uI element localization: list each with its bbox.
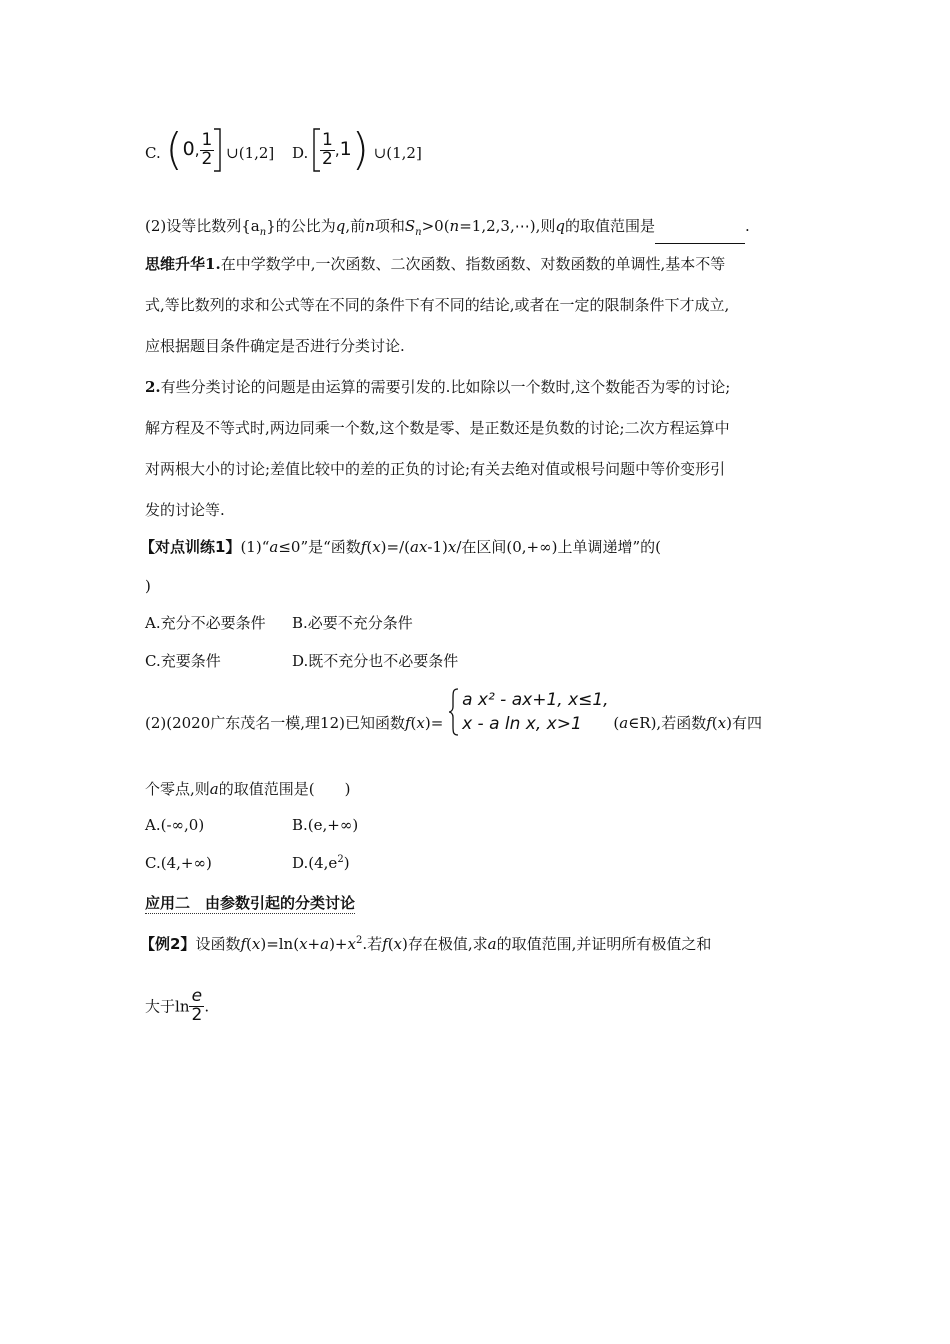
left-bracket: [313, 128, 320, 172]
left-brace: [448, 688, 460, 736]
piecewise-option-c[interactable]: C.(4,+∞): [145, 854, 212, 872]
piecewise-row-2: x - a ln x, x>1: [462, 714, 582, 734]
example-2-line2: 大于ln $\frac{e}{2}$ .: [145, 986, 210, 1025]
piecewise-row-1: a x² - ax+1, x≤1,: [462, 690, 609, 710]
question-2-piecewise-line2: 个零点,则a的取值范围是( ): [145, 780, 351, 798]
piecewise-option-b[interactable]: B.(e,+∞): [292, 816, 359, 834]
option-d-suffix: ∪(1,2]: [373, 144, 422, 162]
zero-value: 0: [182, 138, 195, 161]
section-heading-text: 应用二 由参数引起的分类讨论: [145, 894, 356, 912]
thinking-p2-line1: 2.有些分类讨论的问题是由运算的需要引发的.比如除以一个数时,这个数能否为零的讨论;: [145, 378, 731, 396]
piecewise-option-d[interactable]: $D.(4,e^2)$: [292, 854, 350, 872]
right-paren: ): [351, 124, 369, 175]
one-value: 1: [339, 138, 352, 161]
piecewise-option-a[interactable]: A.(-∞,0): [145, 816, 205, 834]
example-tag: 【例2】: [140, 935, 196, 953]
example-2-question: 【例2】设函数$f(x)=\ln(x+a)+x^2$.若f(x)存在极值,求a的取值范围,并证明所有极值之和: [140, 935, 712, 953]
training-option-c[interactable]: C.充要条件: [145, 652, 221, 670]
option-c-suffix: ∪(1,2]: [226, 144, 275, 162]
training-option-b[interactable]: B.必要不充分条件: [292, 614, 413, 632]
section-heading: [145, 892, 355, 914]
thinking-p2-line2: 解方程及不等式时,两边同乘一个数,这个数是零、是正数还是负数的讨论;二次方程运算中: [145, 419, 730, 437]
training-1-close: ): [145, 577, 151, 595]
option-c-label: C.: [145, 144, 161, 162]
training-tag: 【对点训练1】: [140, 538, 241, 556]
training-option-d[interactable]: D.既不充分也不必要条件: [292, 652, 459, 670]
left-paren: (: [165, 124, 183, 175]
option-d: D. $\frac{1}{2}$ ,1) ∪(1,2]: [292, 124, 422, 175]
thinking-p1-line3: 应根据题目条件确定是否进行分类讨论.: [145, 337, 405, 355]
training-1-question: 【对点训练1】(1)“a≤0”是“函数f(x)=/(ax-1)x/在区间(0,+∞)上单调递增”的(: [140, 538, 661, 556]
piecewise-function: [448, 688, 609, 736]
thinking-p2-line4: 发的讨论等.: [145, 501, 225, 519]
fraction-half: $\frac{1}{2}$: [201, 129, 213, 169]
thinking-p2-line3: 对两根大小的讨论;差值比较中的差的正负的讨论;有关去绝对值或根号问题中等价变形引: [145, 460, 726, 478]
answer-blank[interactable]: [655, 227, 745, 244]
training-option-a[interactable]: A.充分不必要条件: [145, 614, 266, 632]
thinking-lead: 思维升华: [145, 255, 206, 273]
fraction-half: $\frac{1}{2}$: [322, 129, 333, 169]
thinking-p1-line2: 式,等比数列的求和公式等在不同的条件下有不同的结论,或者在一定的限制条件下才成立,: [145, 296, 730, 314]
fraction-e-over-2: $\frac{e}{2}$: [191, 986, 203, 1025]
option-c: C. (0, $\frac{1}{2}$ ∪(1,2]: [145, 124, 275, 175]
option-d-label: D.: [292, 144, 309, 162]
question-2-piecewise: (2)(2020广东茂名一模,理12)已知函数f(x)= a x² - ax+1, x≤1, x - a ln x, x>1 (a∈R),若函数f(x)有四: [145, 690, 762, 734]
thinking-p1-line1: 思维升华1.在中学数学中,一次函数、二次函数、指数函数、对数函数的单调性,基本不等: [145, 255, 726, 273]
question-2-geometric: (2)设等比数列$\{a_n\}$的公比为q,前n项和$S_n>0(n=1,2,3,\cdots)$,则q的取值范围是 .: [145, 215, 750, 244]
right-bracket: [214, 128, 221, 172]
